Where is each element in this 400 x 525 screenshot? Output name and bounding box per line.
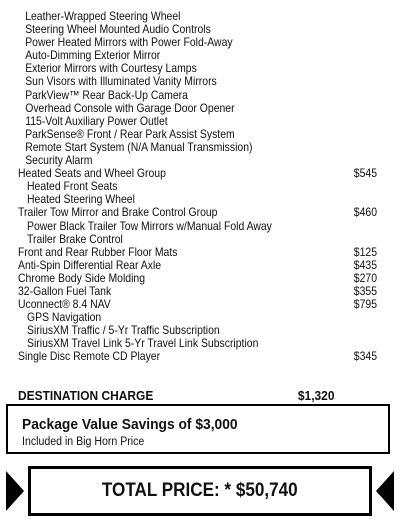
package-savings-box [6,404,390,454]
option-price: $435 [353,258,378,272]
option-label: Exterior Mirrors with Courtesy Lamps [25,62,197,76]
option-row [18,75,390,88]
arrow-right-icon [6,471,24,511]
option-label: Leather-Wrapped Steering Wheel [25,10,181,23]
option-label: ParkSense® Front / Rear Park Assist System [25,127,235,141]
option-price: $795 [353,298,378,312]
option-label: Overhead Console with Garage Door Opener [25,101,235,115]
option-row [18,180,390,193]
option-label: Single Disc Remote CD Player [18,350,161,364]
option-price: $545 [353,167,378,181]
option-label: Trailer Tow Mirror and Brake Control Group [18,206,218,220]
option-label: SiriusXM Travel Link 5-Yr Travel Link Subscription [27,337,259,351]
option-row [18,62,390,75]
option-label: Sun Visors with Illuminated Vanity Mirrors [25,75,217,89]
option-row [18,206,390,219]
option-label: Uconnect® 8.4 NAV [18,298,111,312]
option-row [18,193,390,206]
option-label: Auto-Dimming Exterior Mirror [25,49,161,63]
option-label: Front and Rear Rubber Floor Mats [18,245,178,259]
option-price: $345 [353,350,378,364]
option-row [18,272,390,285]
savings-title: Package Value Savings of $3,000 [22,416,238,433]
option-list [18,10,390,364]
option-row [18,10,390,23]
option-label: 32-Gallon Fuel Tank [18,284,112,298]
option-label: Heated Seats and Wheel Group [18,167,166,181]
destination-charge-row [18,388,360,403]
option-row [18,220,390,233]
option-label: Heated Front Seats [27,180,118,194]
option-row [18,23,390,36]
option-label: Power Black Trailer Tow Mirrors w/Manual Fold Away [27,219,272,233]
option-row [18,141,390,154]
option-price: $270 [353,271,378,285]
option-row [18,233,390,246]
option-row [18,89,390,102]
option-row [18,337,390,350]
option-row [18,115,390,128]
destination-charge-label: DESTINATION CHARGE [18,388,154,403]
option-label: Security Alarm [25,154,93,168]
option-row [18,154,390,167]
arrow-left-icon [376,471,394,511]
option-price: $460 [353,206,378,220]
option-price: $355 [353,284,378,298]
option-price: $125 [353,245,378,259]
option-row [18,298,390,311]
option-row [18,167,390,180]
option-row [18,285,390,298]
option-label: Anti-Spin Differential Rear Axle [18,258,162,272]
option-label: Steering Wheel Mounted Audio Controls [25,23,211,37]
destination-charge-price: $1,320 [297,388,335,403]
option-row [18,259,390,272]
option-row [18,36,390,49]
option-label: Heated Steering Wheel [27,193,135,207]
option-row [18,128,390,141]
option-row [18,311,390,324]
total-price-text: TOTAL PRICE: * $50,740 [102,480,298,501]
option-label: Power Heated Mirrors with Power Fold-Away [25,36,233,50]
option-row [18,49,390,62]
option-label: Remote Start System (N/A Manual Transmission) [25,140,253,154]
option-row [18,324,390,337]
option-label: 115-Volt Auxiliary Power Outlet [25,114,168,128]
option-row [18,246,390,259]
total-price-box [28,466,372,516]
total-price-banner [0,466,400,516]
option-label: SiriusXM Traffic / 5-Yr Traffic Subscription [27,324,220,338]
option-row [18,102,390,115]
option-label: Trailer Brake Control [27,232,123,246]
savings-subtitle: Included in Big Horn Price [22,436,145,448]
option-label: ParkView™ Rear Back-Up Camera [25,88,188,102]
option-label: Chrome Body Side Molding [18,271,146,285]
option-label: GPS Navigation [27,311,102,325]
option-row [18,350,390,363]
